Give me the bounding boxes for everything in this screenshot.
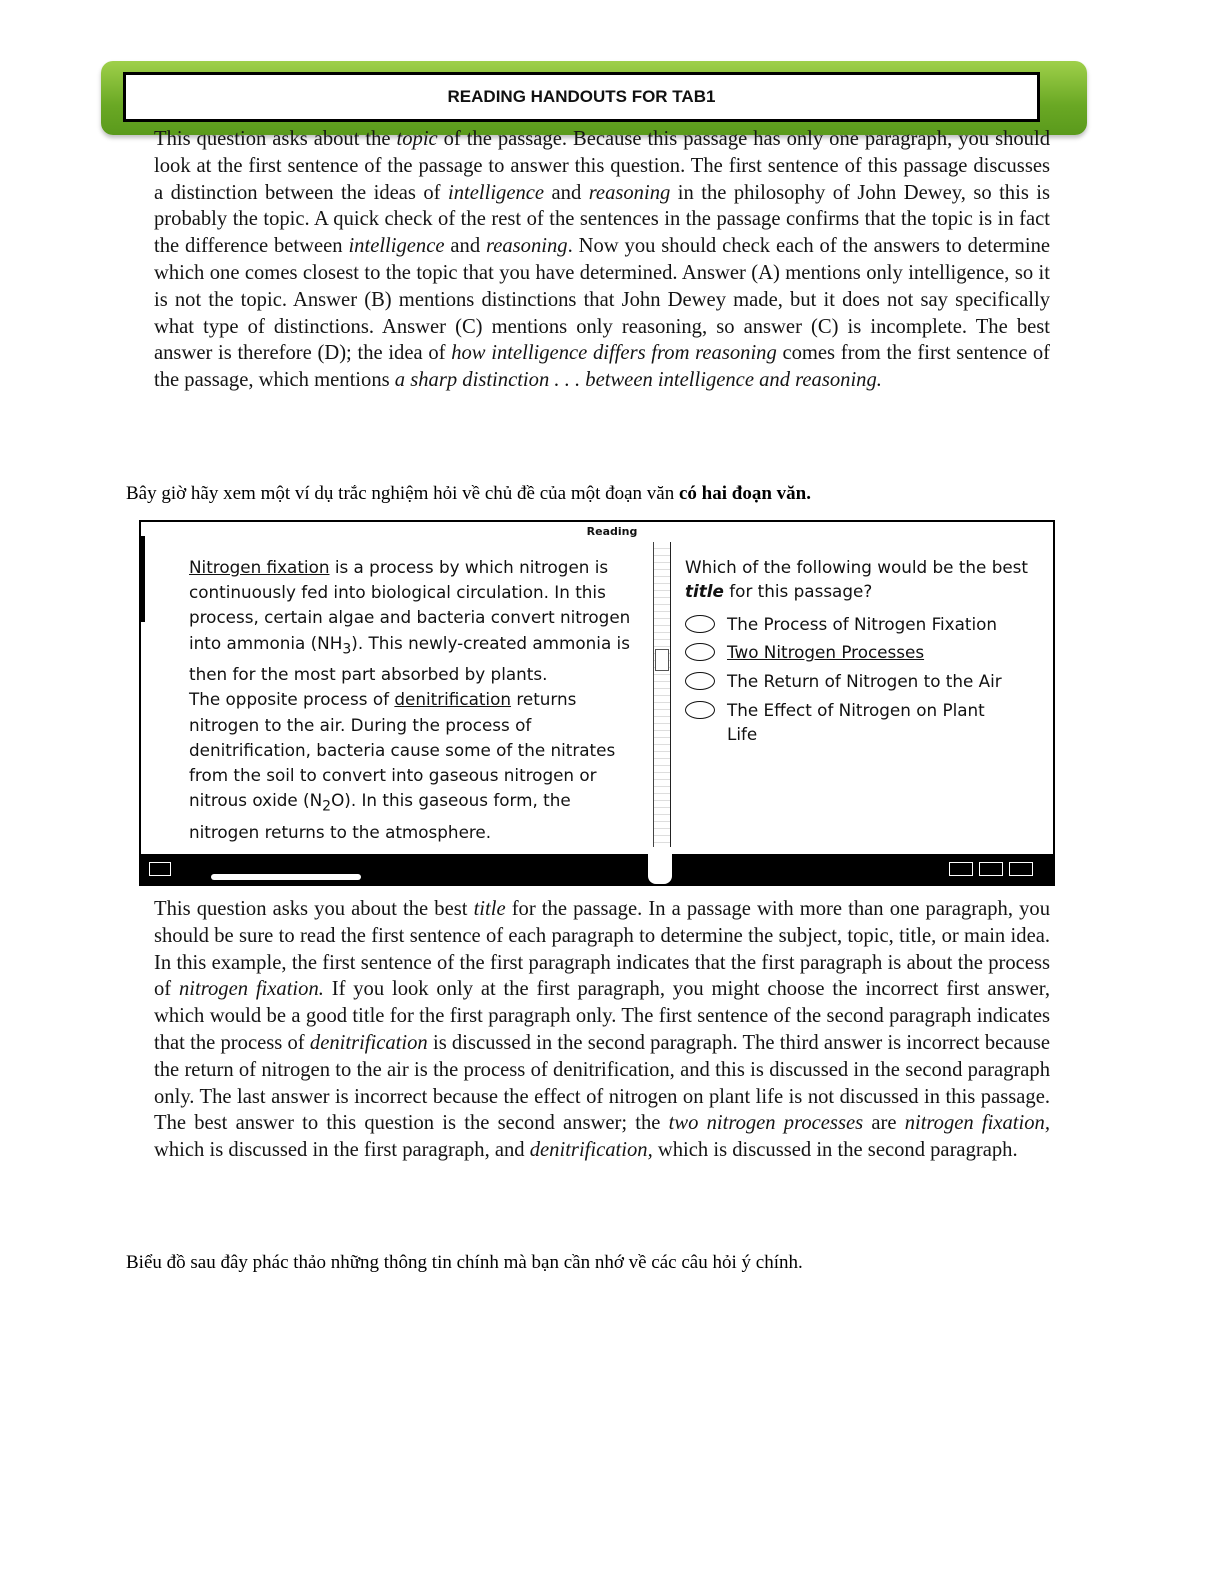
- text-run: Which of the following would be the best: [685, 557, 1029, 577]
- vietnamese-intro: [126, 483, 811, 505]
- text-run: and: [444, 235, 486, 258]
- page-title: [123, 72, 1040, 122]
- text-run: is a process by which nitrogen is continuously fed into biological circulation. In this process, certain algae and bacteria convert nitrogen into ammonia (NH: [189, 557, 631, 653]
- emphasis: a sharp distinction . . . between intelligence and reasoning.: [394, 369, 882, 392]
- emphasis: intelligence: [448, 181, 545, 204]
- text-run: If you look only at the first paragraph, you might choose the incorrect first answer, which would be a good title for the first paragraph only. The first sentence of the second paragraph indicates that the process of: [154, 978, 1050, 1054]
- intro-text: Bây giờ hãy xem một ví dụ trắc nghiệm hỏi về chủ đề của một đoạn văn: [126, 483, 679, 504]
- test-screenshot: [139, 520, 1055, 886]
- text-run: is discussed in the second paragraph. The third answer is incorrect because the return of nitrogen to the air is the process of denitrification, and this is discussed in the second paragraph only. The last answer is incorrect because the effect of nitrogen on plant life is not discussed in this passage. The best answer to this question is the second answer; the: [154, 1031, 1050, 1135]
- next-icon[interactable]: [1009, 862, 1033, 876]
- subscript: 2: [322, 798, 332, 815]
- emphasis: denitrification,: [529, 1139, 653, 1162]
- term-nitrogen-fixation: Nitrogen fixation: [189, 557, 330, 577]
- emphasis: reasoning: [485, 235, 568, 258]
- text-run: ). This newly-created ammonia is then for the most part absorbed by plants.: [189, 632, 630, 685]
- screen-title: Reading: [586, 525, 638, 538]
- text-run: in the philosophy of John Dewey, so this is probably the topic. A quick check of the rest of the sentences in the passage confirms that the topic is in fact the difference between: [154, 181, 1051, 258]
- emphasis: how intelligence differs from reasoning: [451, 342, 777, 365]
- intro-bold: có hai đoạn văn.: [679, 483, 811, 504]
- option-label: Two Nitrogen Processes: [727, 642, 925, 662]
- scrollbar-thumb[interactable]: [655, 649, 669, 671]
- vietnamese-outro: [126, 1252, 803, 1274]
- answer-option-2[interactable]: [685, 640, 924, 664]
- reading-passage: [161, 555, 636, 845]
- passage-paragraph-2: [161, 687, 636, 845]
- emphasis: title: [473, 898, 506, 920]
- help-icon[interactable]: [149, 862, 171, 876]
- review-icon[interactable]: [979, 862, 1003, 876]
- radio-button[interactable]: [685, 615, 715, 633]
- question-text: [685, 555, 1035, 603]
- answer-option-3[interactable]: [685, 669, 1002, 693]
- text-run: This question asks you about the best: [154, 898, 474, 920]
- outro-text: Biểu đồ sau đây phác thảo những thông tin chính mà bạn cần nhớ về các câu hỏi ý chính.: [126, 1252, 803, 1273]
- emphasis: intelligence: [348, 235, 445, 258]
- text-run: which is discussed in the first paragraph, and: [154, 1139, 530, 1162]
- radio-button[interactable]: [685, 672, 715, 690]
- subscript: 3: [342, 640, 352, 657]
- answer-option-4[interactable]: [685, 698, 1005, 746]
- explanation-paragraph-1: [154, 126, 1050, 394]
- passage-paragraph-1: [161, 555, 636, 687]
- radio-button[interactable]: [685, 701, 715, 719]
- emphasis: topic: [396, 128, 438, 150]
- explanation-paragraph-2: [154, 896, 1050, 1164]
- radio-button[interactable]: [685, 643, 715, 661]
- answer-option-1[interactable]: [685, 612, 997, 636]
- text-run: returns nitrogen to the air. During the process of denitrification, bacteria cause some of the nitrates from the soil to convert into gaseous nitrogen or nitrous oxide (N: [189, 689, 616, 811]
- prev-icon[interactable]: [949, 862, 973, 876]
- text-run: are: [863, 1112, 905, 1135]
- text-run: which is discussed in the second paragraph.: [652, 1139, 1018, 1162]
- text-run: of the passage. Because this passage has only one paragraph, you should look at the first sentence of the passage to answer this question. The first sentence of this passage discusses a distinction between the ideas of: [154, 128, 1050, 204]
- text-run: and: [544, 181, 589, 204]
- text-run: for this passage?: [723, 581, 873, 601]
- emphasis: nitrogen fixation.: [178, 978, 324, 1001]
- emphasis: title: [685, 581, 724, 601]
- emphasis: nitrogen fixation,: [904, 1112, 1050, 1135]
- toolbar: [141, 854, 1053, 884]
- emphasis: two nitrogen processes: [668, 1112, 864, 1135]
- text-run: O). In this gaseous form, the nitrogen returns to the atmosphere.: [189, 790, 571, 842]
- text-run: . Now you should check each of the answers to determine which one comes closest to the topic that you have determined. Answer (A) mentions only intelligence, so it is not the topic. Answer (B) mentions distinctions that John Dewey made, but it does not say specifically what type of distinctions. Answer (C) mentions only reasoning, so answer (C) is incomplete. The best answer is therefore (D); the idea of: [154, 235, 1051, 365]
- text-run: comes from the first sentence of the passage, which mentions: [154, 342, 1050, 392]
- divider-notch: [648, 850, 672, 884]
- term-denitrification: denitrification: [394, 689, 512, 710]
- option-label: The Return of Nitrogen to the Air: [727, 671, 1002, 691]
- option-label: The Effect of Nitrogen on Plant Life: [727, 700, 985, 744]
- text-run: This question asks about the: [154, 128, 397, 150]
- text-run: The opposite process of: [189, 689, 395, 710]
- passage-scrollbar[interactable]: [653, 542, 671, 847]
- text-run: for the passage. In a passage with more than one paragraph, you should be sure to read the first sentence of each paragraph to determine the subject, topic, title, or main idea. In this example, the first sentence of the first paragraph indicates that the first paragraph is about the process of: [154, 898, 1050, 1001]
- progress-slider: [211, 874, 361, 880]
- emphasis: denitrification: [309, 1031, 428, 1054]
- option-label: The Process of Nitrogen Fixation: [727, 614, 998, 634]
- page-title-text: READING HANDOUTS FOR TAB1: [447, 87, 716, 106]
- window-edge: [141, 536, 145, 622]
- emphasis: reasoning: [588, 181, 671, 204]
